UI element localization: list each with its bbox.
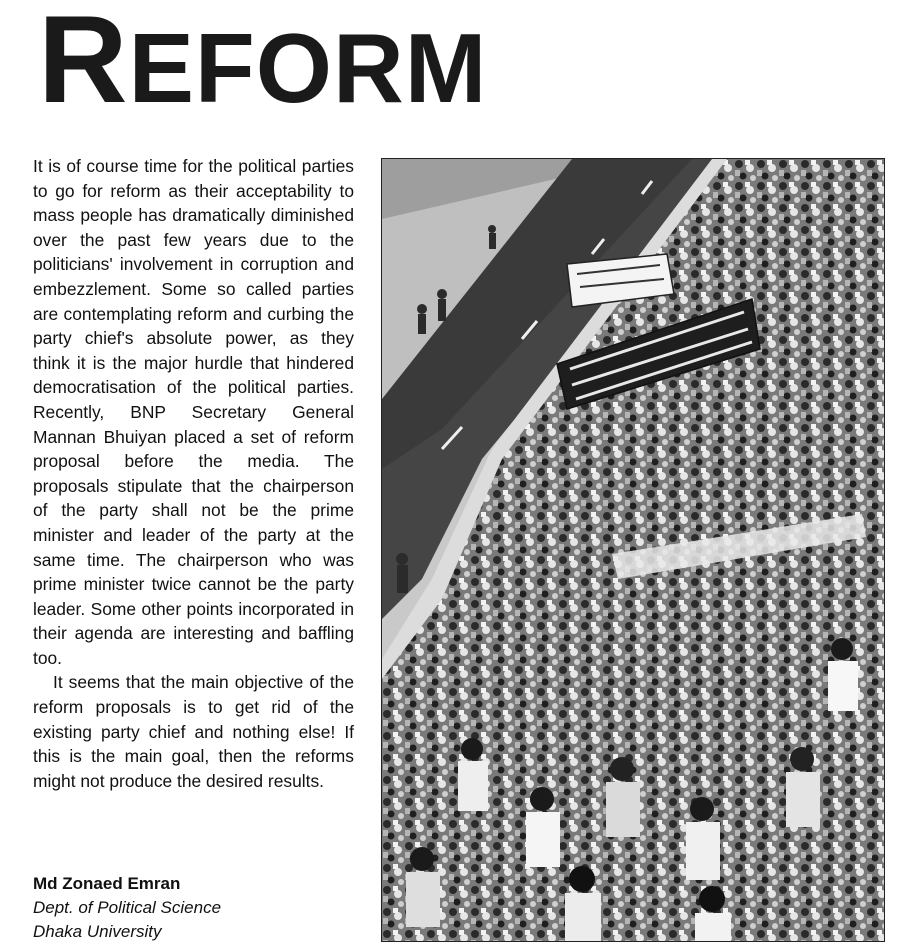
photo-illustration [382, 159, 885, 942]
article-body [33, 154, 354, 793]
article-paragraph: It is of course time for the political parties to go for reform as their acceptability to mass people has dramatically diminished over the past few years due to the politicians' involvement in corruption and embezzlement. Some so called parties are contemplating reform and curbing the party chief's absolute power, as they think it is the major hurdle that hindered democratisation of the political parties. Recently, BNP Secretary General Mannan Bhuiyan placed a set of reform proposal before the media. The proposals stipulate that the chairperson of the party shall not be the prime minister and leader of the party at the same time. The chairperson who was prime minister twice cannot be the party leader. Some other points incorporated in their agenda are interesting and baffling too. [33, 156, 354, 668]
author-name: Md Zonaed Emran [33, 874, 181, 893]
headline-rest: EFORM [128, 13, 488, 123]
author-university: Dhaka University [33, 922, 162, 941]
headline-initial: R [38, 0, 129, 129]
author-block [33, 872, 221, 944]
article-paragraph: It seems that the main objective of the reform proposals is to get rid of the existing party chief and nothing else! If this is the main goal, then the reforms might not produce the desired results. [33, 672, 354, 791]
protest-march-photo [381, 158, 885, 942]
headline [38, 0, 488, 129]
author-department: Dept. of Political Science [33, 898, 222, 917]
